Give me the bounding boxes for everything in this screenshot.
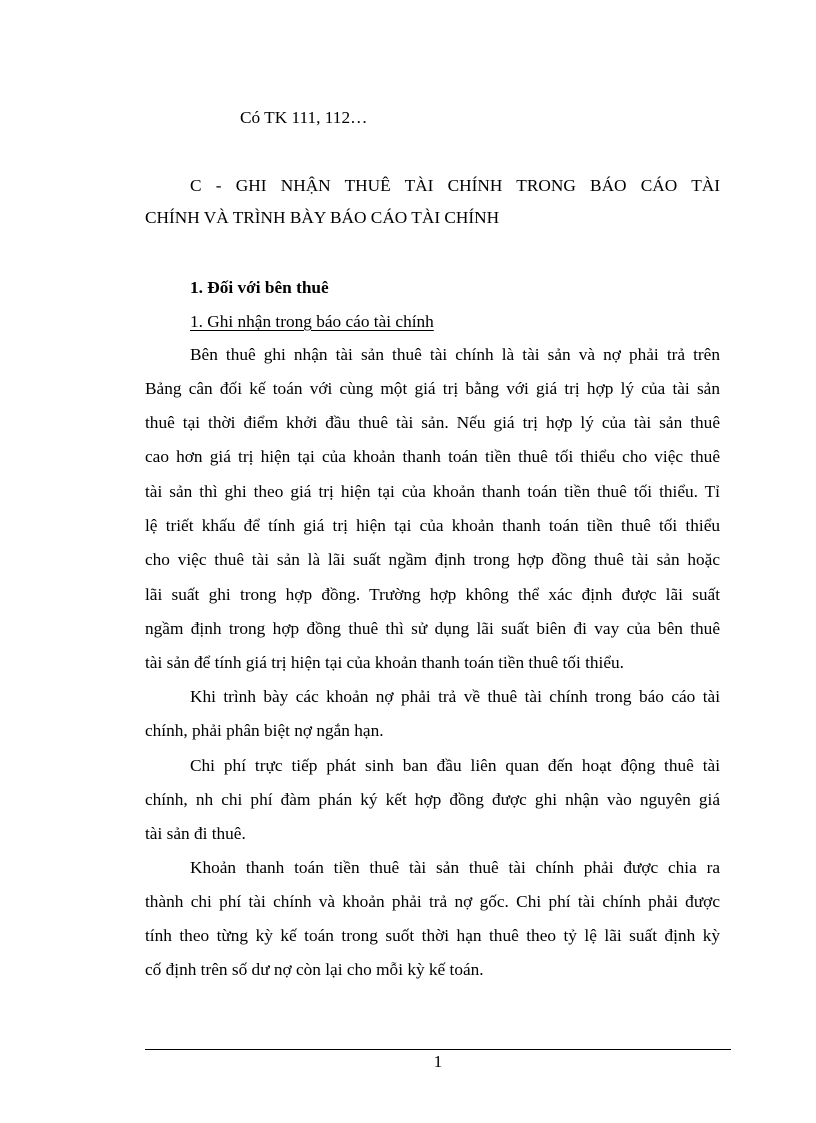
paragraph-line: cố định trên số dư nợ còn lại cho mỗi kỳ kế toán.	[145, 960, 484, 979]
paragraph-line: thành chi phí tài chính và khoản phải trả nợ gốc. Chi phí tài chính phải được	[145, 892, 720, 911]
paragraph-line: Chi phí trực tiếp phát sinh ban đầu liên quan đến hoạt động thuê tài	[190, 756, 720, 775]
section-c-heading-line-2: CHÍNH VÀ TRÌNH BÀY BÁO CÁO TÀI CHÍNH	[145, 208, 500, 227]
paragraph-line: cao hơn giá trị hiện tại của khoản thanh toán tiền thuê tối thiểu cho việc thuê	[145, 447, 720, 466]
subsection-title: 1. Đối với bên thuê	[190, 278, 329, 297]
paragraph-line: chính, phải phân biệt nợ ngắn hạn.	[145, 721, 384, 740]
paragraph-line: tài sản thì ghi theo giá trị hiện tại của khoản thanh toán tiền thuê tối thiểu. Tỉ	[145, 482, 720, 501]
section-c-heading-line-1: C - GHI NHẬN THUÊ TÀI CHÍNH TRONG BÁO CÁO TÀI	[190, 176, 720, 195]
paragraph-line: chính, nh chi phí đàm phán ký kết hợp đồng được ghi nhận vào nguyên giá	[145, 790, 720, 809]
paragraph-line: tính theo từng kỳ kế toán trong suốt thời hạn thuê theo tỷ lệ lãi suất định kỳ	[145, 926, 720, 945]
credit-line: Có TK 111, 112…	[240, 108, 368, 127]
paragraph-line: thuê tại thời điểm khởi đầu thuê tài sản. Nếu giá trị hợp lý của tài sản thuê	[145, 413, 720, 432]
footer-rule	[145, 1049, 731, 1050]
paragraph-line: cho việc thuê tài sản là lãi suất ngầm định trong hợp đồng thuê tài sản hoặc	[145, 550, 720, 569]
paragraph-line: tài sản để tính giá trị hiện tại của khoản thanh toán tiền thuê tối thiểu.	[145, 653, 624, 672]
paragraph-line: ngầm định trong hợp đồng thuê thì sử dụng lãi suất biên đi vay của bên thuê	[145, 619, 720, 638]
paragraph-line: tài sản đi thuê.	[145, 824, 246, 843]
paragraph-line: Khi trình bày các khoản nợ phải trả về thuê tài chính trong báo cáo tài	[190, 687, 720, 706]
paragraph-line: Bên thuê ghi nhận tài sản thuê tài chính là tài sản và nợ phải trả trên	[190, 345, 720, 364]
paragraph-line: lệ triết khấu để tính giá trị hiện tại của khoản thanh toán tiền thuê tối thiểu	[145, 516, 720, 535]
page-number: 1	[433, 1052, 443, 1071]
paragraph-line: Khoản thanh toán tiền thuê tài sản thuê tài chính phải được chia ra	[190, 858, 720, 877]
paragraph-line: lãi suất ghi trong hợp đồng. Trường hợp không thể xác định được lãi suất	[145, 585, 720, 604]
subsection-subtitle: 1. Ghi nhận trong báo cáo tài chính	[190, 312, 434, 331]
paragraph-line: Bảng cân đối kế toán với cùng một giá trị bằng với giá trị hợp lý của tài sản	[145, 379, 720, 398]
